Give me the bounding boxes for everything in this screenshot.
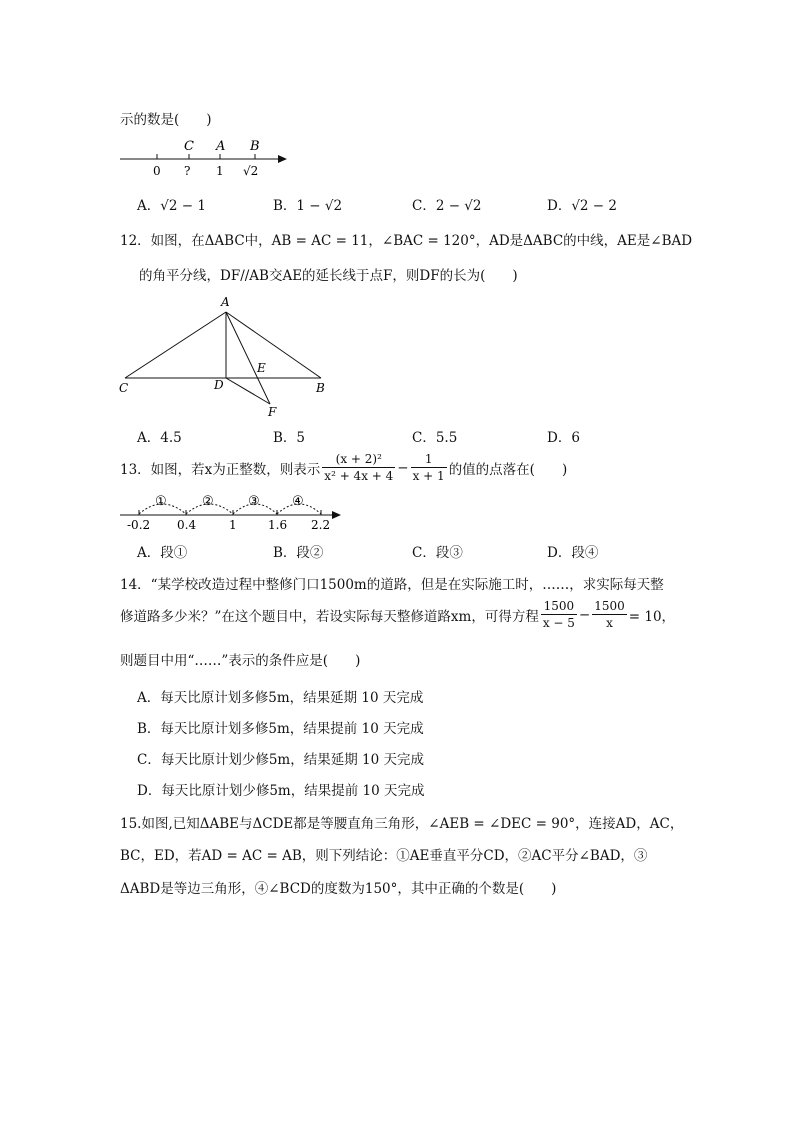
- q13-tick-neg02: -0.2: [127, 518, 151, 532]
- q13-fraction-2: [411, 452, 447, 483]
- q11-option-c: C．2 − √2: [412, 198, 482, 214]
- q13-option-d: D．段④: [547, 545, 599, 561]
- q13-frac2-num: 1: [411, 452, 447, 468]
- q11-label-C: C: [184, 139, 194, 154]
- q14-line2-prefix: 修道路多少米？”在这个题目中，若设实际每天整修道路xm，可得方程: [120, 608, 539, 625]
- q11-number-line: [115, 135, 295, 183]
- q13-segment-1: ①: [155, 494, 167, 509]
- q12-stem-line2: 的角平分线，DF//AB交AE的延长线于点F，则DF的长为( ): [139, 268, 518, 284]
- q13-option-b: B．段②: [273, 545, 324, 561]
- q12-stem-line1: 12．如图，在ΔABC中，AB = AC = 11，∠BAC = 120°，AD是ΔABC的中线，AE是∠BAD: [120, 233, 693, 249]
- q13-tick-16: 1.6: [268, 518, 288, 532]
- q13-tick-1: 1: [229, 518, 237, 532]
- q12-option-d: D．6: [547, 430, 580, 446]
- q11-label-B: B: [250, 139, 260, 154]
- q11-tick-1: 1: [216, 164, 224, 178]
- q14-eq-tail: = 10，: [628, 608, 676, 625]
- q12-label-C: C: [119, 381, 129, 395]
- q11-tick-0: 0: [153, 164, 161, 178]
- q11-option-d: D．√2 − 2: [547, 198, 617, 214]
- q13-segment-3: ③: [248, 494, 260, 509]
- q12-label-B: B: [316, 381, 325, 395]
- q14-fraction-1: [541, 599, 577, 630]
- q13-segment-2: ②: [202, 494, 214, 509]
- q12-label-A: A: [221, 295, 230, 309]
- q13-stem-suffix: 的值的点落在( ): [448, 461, 568, 478]
- q15-stem-line2: BC，ED，若AD = AC = AB，则下列结论：①AE垂直平分CD，②AC平分∠BAD，③: [120, 848, 648, 864]
- q13-frac1-den: x² + 4x + 4: [324, 469, 394, 483]
- q13-stem-prefix: 13．如图，若x为正整数，则表示: [120, 461, 321, 478]
- q14-frac1-den: x − 5: [542, 616, 575, 630]
- q12-option-c: C．5.5: [412, 430, 458, 446]
- q11-option-a: A．√2 − 1: [137, 198, 206, 214]
- q14-minus: −: [578, 606, 591, 623]
- q14-frac2-num: 1500: [594, 599, 625, 613]
- q14-option-c: C．每天比原计划少修5m，结果延期 10 天完成: [137, 752, 424, 768]
- q11-stem-tail: 示的数是( ): [120, 112, 212, 128]
- q13-stem: [120, 452, 567, 483]
- q13-option-a: A．段①: [137, 545, 188, 561]
- q14-frac1-num: 1500: [541, 599, 577, 615]
- q15-stem-line1: 15.如图,已知ΔABE与ΔCDE都是等腰直角三角形，∠AEB = ∠DEC = 90°，连接AD，AC，: [120, 816, 684, 832]
- q13-option-c: C．段③: [412, 545, 463, 561]
- q13-frac1-num: (x + 2)²: [322, 452, 395, 468]
- q13-frac2-den: x + 1: [412, 469, 445, 483]
- q13-tick-04: 0.4: [177, 518, 197, 532]
- q12-label-F: F: [268, 405, 277, 419]
- q12-option-b: B．5: [273, 430, 306, 446]
- q13-fraction-1: [322, 452, 395, 483]
- q11-tick-q: ?: [184, 164, 191, 178]
- q14-stem-line1: 14．“某学校改造过程中整修门口1500m的道路，但是在实际施工时，……，求实际每天整: [120, 577, 664, 593]
- q12-label-E: E: [257, 361, 266, 375]
- q13-number-line: [115, 488, 350, 532]
- q12-option-a: A．4.5: [137, 430, 182, 446]
- q14-option-d: D．每天比原计划少修5m，结果提前 10 天完成: [137, 783, 425, 799]
- q11-option-b: B．1 − √2: [273, 198, 343, 214]
- q14-stem-line2: [120, 599, 675, 630]
- q12-figure: [115, 292, 340, 422]
- q15-stem-line3: ΔABD是等边三角形，④∠BCD的度数为150°，其中正确的个数是( ): [120, 881, 557, 897]
- q13-tick-22: 2.2: [311, 518, 331, 532]
- q14-fraction-2: [592, 599, 627, 630]
- q12-label-D: D: [214, 378, 224, 392]
- q13-minus: −: [397, 459, 409, 476]
- q14-option-a: A．每天比原计划多修5m，结果延期 10 天完成: [137, 690, 424, 706]
- q14-option-b: B．每天比原计划多修5m，结果提前 10 天完成: [137, 721, 424, 737]
- q13-segment-4: ④: [292, 494, 304, 509]
- q14-frac2-den: x: [606, 616, 613, 630]
- q11-label-A: A: [216, 139, 226, 154]
- q11-tick-sqrt2: √2: [243, 164, 259, 178]
- q14-stem-line3: 则题目中用“……”表示的条件应是( ): [120, 653, 361, 669]
